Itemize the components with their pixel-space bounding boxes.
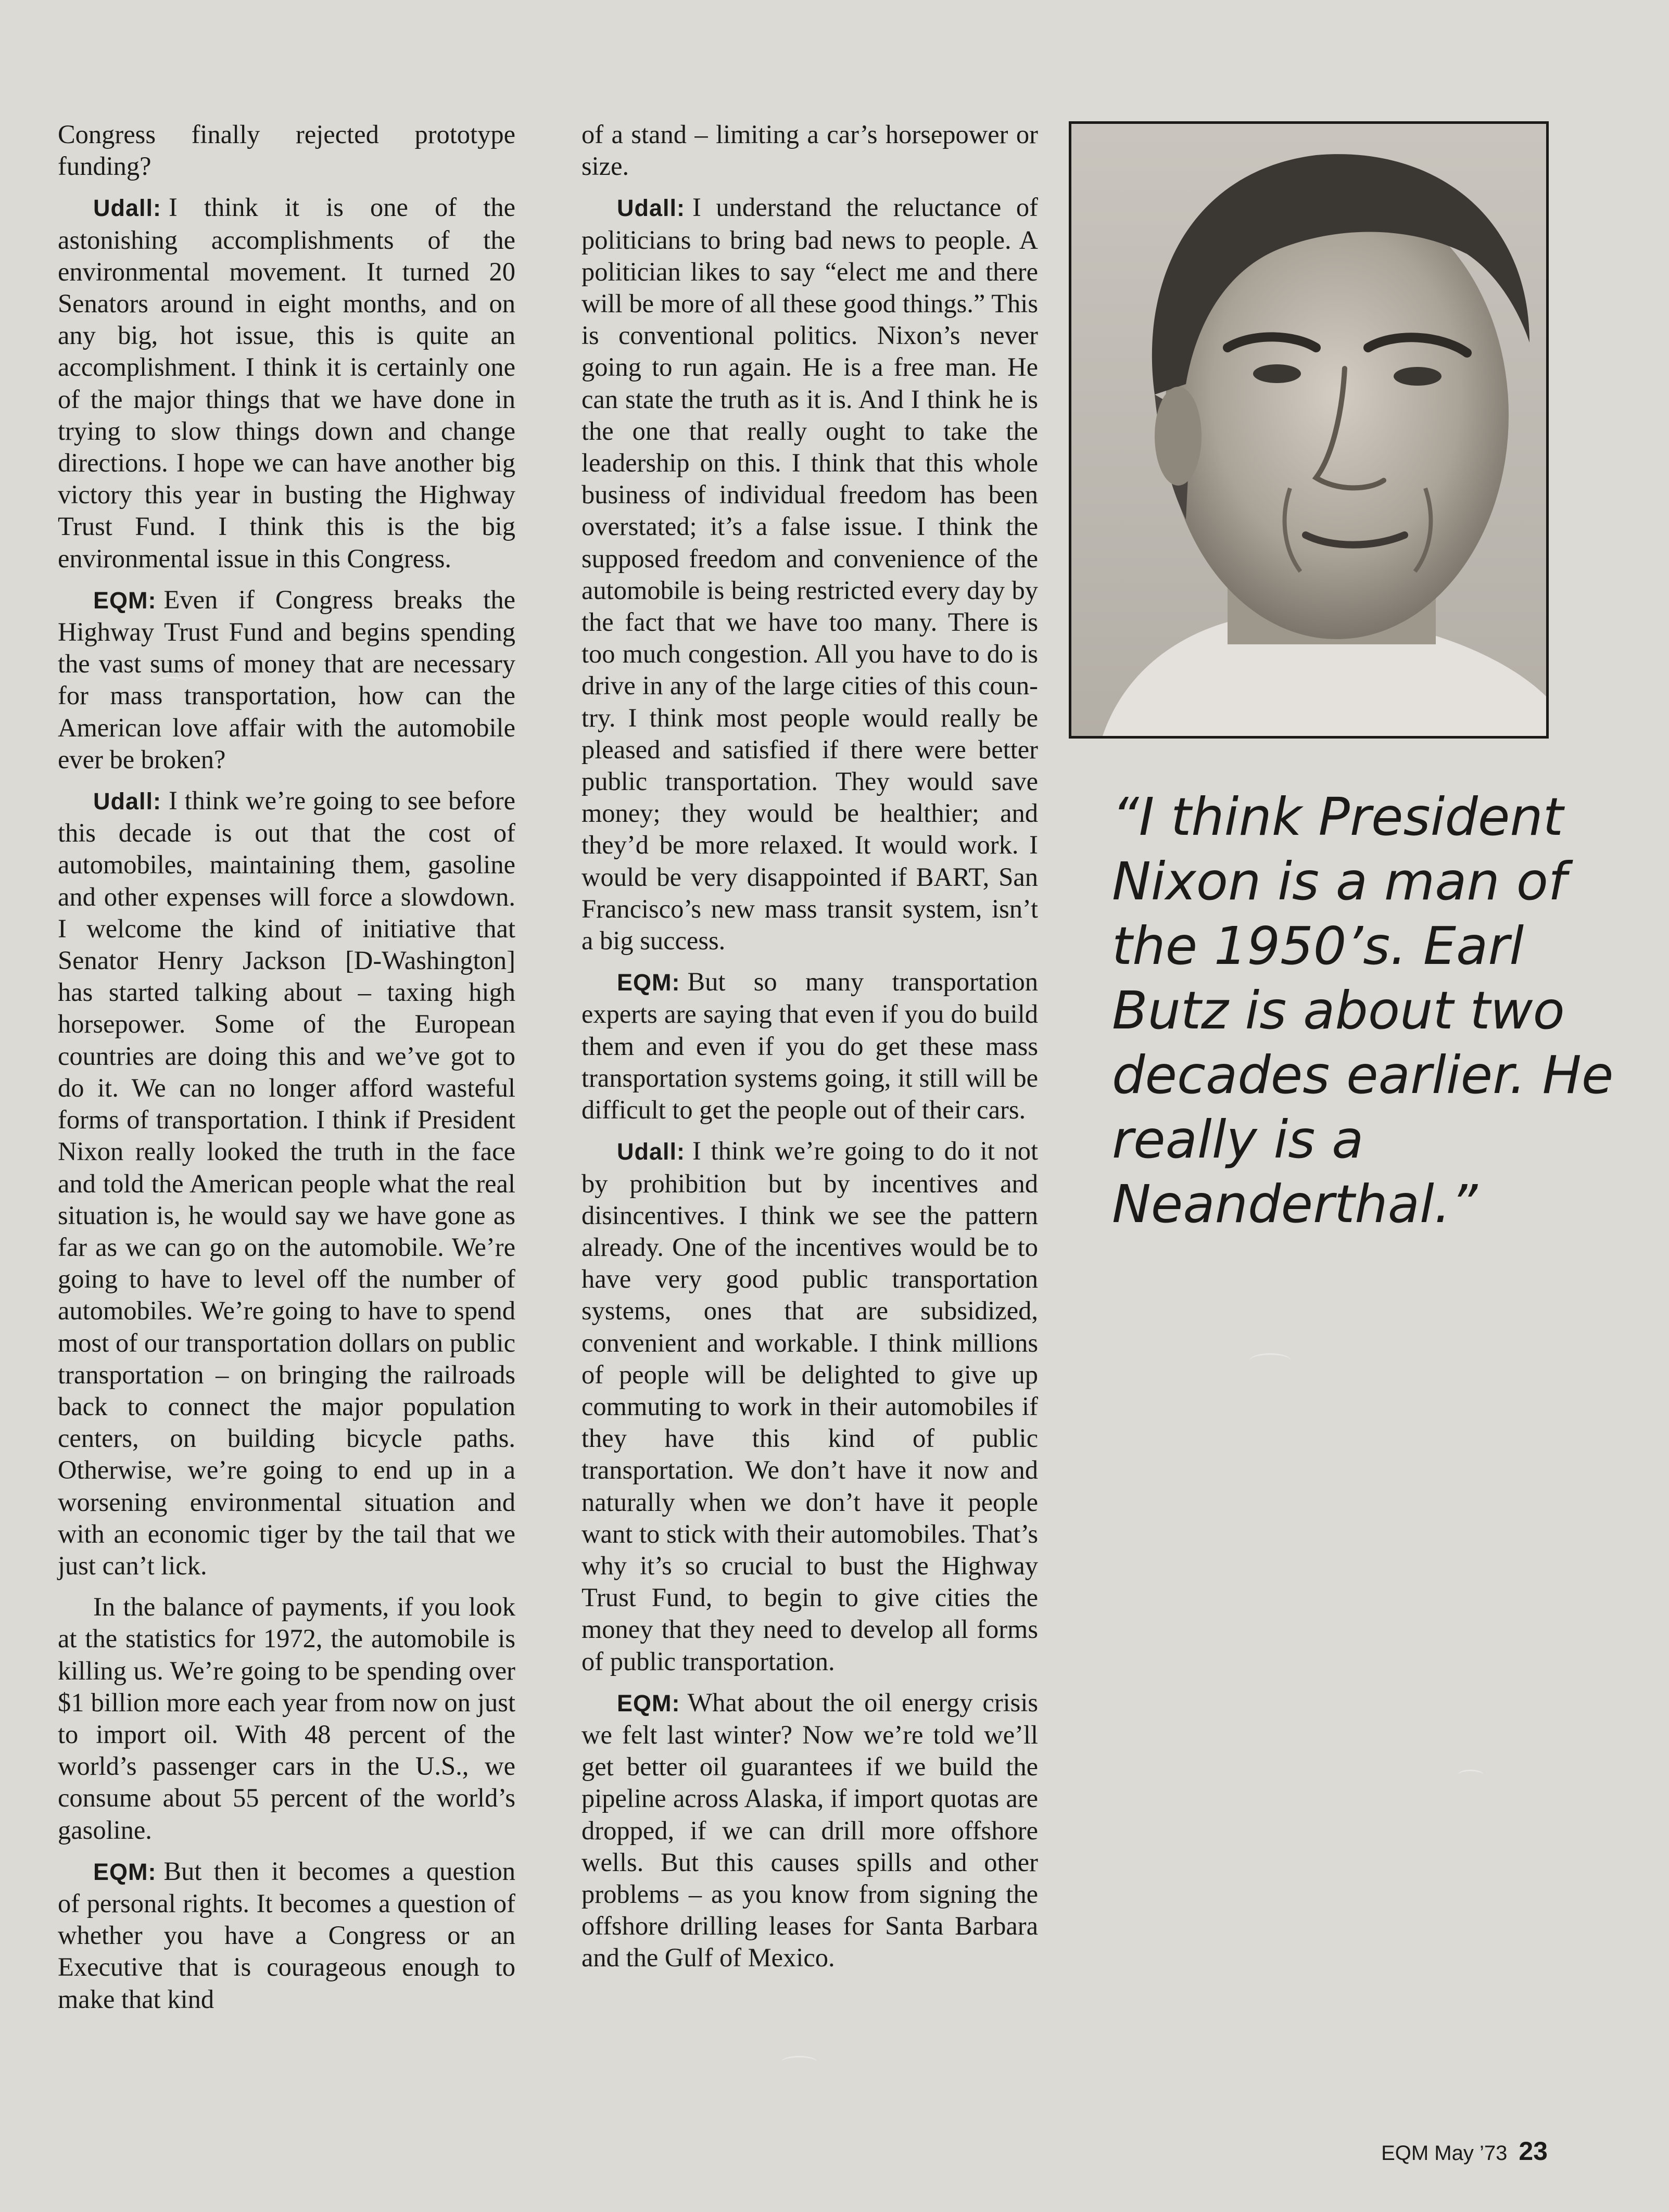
footer-label: EQM May ’73 <box>1381 2142 1508 2165</box>
paragraph-text: I think we’re going to do it not by prohibition but by incentives and disincentives. I think we see the pattern already. One of the incentives would be to have very good public transportation systems, ones that are subsidized, convenient and workable. I think millions of people will be delighted to give up commuting to work in their automobiles if they have this kind of public transportation. We don’t have it now and naturally when we don’t have it people want to stick with their automobiles. That’s why it’s so crucial to bust the Highway Trust Fund, to begin to give cities the money that they need to develop all forms of public transportation. <box>581 1136 1038 1676</box>
paragraph-text: of a stand – limiting a car’s horsepower or size. <box>581 120 1038 181</box>
pull-quote-line: really is a <box>1112 1109 1364 1170</box>
article-column-middle <box>581 119 1038 1984</box>
paragraph <box>581 119 1038 182</box>
speaker-label: Udall: <box>617 1138 686 1165</box>
paragraph <box>58 785 515 1582</box>
paper-fiber <box>1458 1770 1484 1781</box>
pull-quote-line: decades earlier. He <box>1112 1045 1614 1105</box>
pull-quote-line: the 1950’s. Earl <box>1112 916 1524 976</box>
speaker-label: Udall: <box>617 195 686 222</box>
paper-fiber <box>1249 1353 1291 1368</box>
pull-quote <box>1112 785 1614 1237</box>
paragraph-text: But then it becomes a question of personal rights. It becomes a question of whether you have a Congress or an Executive that is courageous enough to make that kind <box>58 1856 515 2014</box>
paragraph-text: But so many transportation experts are saying that even if you do build them and even if you do get these mass transportation systems going, it still will be difficult to get the people out of their cars. <box>581 967 1038 1125</box>
speaker-label: EQM: <box>617 969 680 996</box>
paragraph-text: Congress finally rejected prototype funding? <box>58 120 515 181</box>
paragraph-text: I think we’re going to see before this decade is out that the cost of automobiles, maintaining them, gasoline and other expenses will force a slowdown. I welcome the kind of initiative that Senator Henry Jackson [D-Washington] has started talking about – taxing high horsepower. Some of the European countries are doing this and we’ve got to do it. We can no longer afford wasteful forms of transportation. I think if President Nixon really looked the truth in the face and told the American people what the real situation is, he would say we have gone as far as we can go on the automobile. We’re going to have to level off the number of automobiles. We’re going to have to spend most of our transportation dollars on public transportation – on bringing the railroads back to connect the major population centers, on building bicycle paths. Otherwise, we’re going to end up in a worsening environmental situation and with an economic tiger by the tail that we just can’t lick. <box>58 786 515 1580</box>
paragraph <box>58 1855 515 2015</box>
speaker-label: EQM: <box>93 587 157 614</box>
paragraph <box>581 1687 1038 1974</box>
speaker-label: Udall: <box>93 195 162 222</box>
speaker-label: EQM: <box>93 1858 157 1885</box>
paragraph-text: In the balance of payments, if you look at the statistics for 1972, the automobile is killing us. We’re going to be spending over $1 billion more each year from now on just to import oil. With 48 percent of the world’s passenger cars in the U.S., we consume about 55 percent of the world’s gasoline. <box>58 1592 515 1845</box>
paragraph-text: What about the oil energy crisis we felt last winter? Now we’re told we’ll get better oil guarantees if we build the pipeline across Alaska, if import quotas are dropped, if we can drill more offshore wells. But this causes spills and other problems – as you know from signing the offshore drilling leases for Santa Barbara and the Gulf of Mexico. <box>581 1687 1038 1973</box>
paragraph <box>58 192 515 574</box>
paragraph <box>581 966 1038 1126</box>
portrait-illustration <box>1071 124 1546 736</box>
pull-quote-line: Nixon is a man of <box>1112 851 1567 912</box>
article-column-left <box>58 119 515 2025</box>
speaker-label: EQM: <box>617 1689 680 1717</box>
paragraph-text: I understand the reluctance of politicians to bring bad news to people. A politician likes to say “elect me and there will be more of all these good things.” This is conventional politics. Nixon’s never going to run again. He is a free man. He can state the truth as it is. And I think he is the one that really ought to take the leadership on this. I think that this whole business of individual freedom has been overstated; it’s a false issue. I think the supposed freedom and convenience of the automobile is being restricted every day by the fact that we have too many. There is too much congestion. All you have to do is drive in any of the large cities of this country. I think most people would really be pleased and satisfied if there were better public transportation. They would save money; they would be healthier; and they’d be more relaxed. It would work. I would be very disappointed if BART, San Francisco’s new mass transit system, isn’t a big success. <box>581 193 1038 956</box>
paragraph <box>581 1135 1038 1677</box>
page-number: 23 <box>1519 2137 1548 2166</box>
paragraph <box>581 192 1038 957</box>
paragraph-text: Even if Congress breaks the Highway Trust Fund and begins spending the vast sums of money that are necessary for mass transportation, how can the American love affair with the automobile ever be broken? <box>58 584 515 774</box>
page-footer <box>1381 2136 1548 2166</box>
paragraph <box>58 584 515 776</box>
paragraph <box>58 1591 515 1846</box>
paper-fiber <box>781 2056 817 2069</box>
paragraph-text: I think it is one of the astonishing accomplishments of the environmental movement. It turned 20 Senators around in eight months, and on any big, hot issue, this is quite an accomplishment. I think it is certainly one of the major things that we have done in trying to slow things down and change directions. I hope we can have another big victory this year in busting the Highway Trust Fund. I think this is the big environmental issue in this Congress. <box>58 193 515 573</box>
pull-quote-line: Neanderthal.” <box>1112 1174 1478 1235</box>
pull-quote-line: Butz is about two <box>1112 980 1565 1041</box>
pull-quote-line: “I think President <box>1112 786 1563 847</box>
speaker-label: Udall: <box>93 788 162 815</box>
paragraph <box>58 119 515 182</box>
portrait-photo <box>1069 121 1549 739</box>
